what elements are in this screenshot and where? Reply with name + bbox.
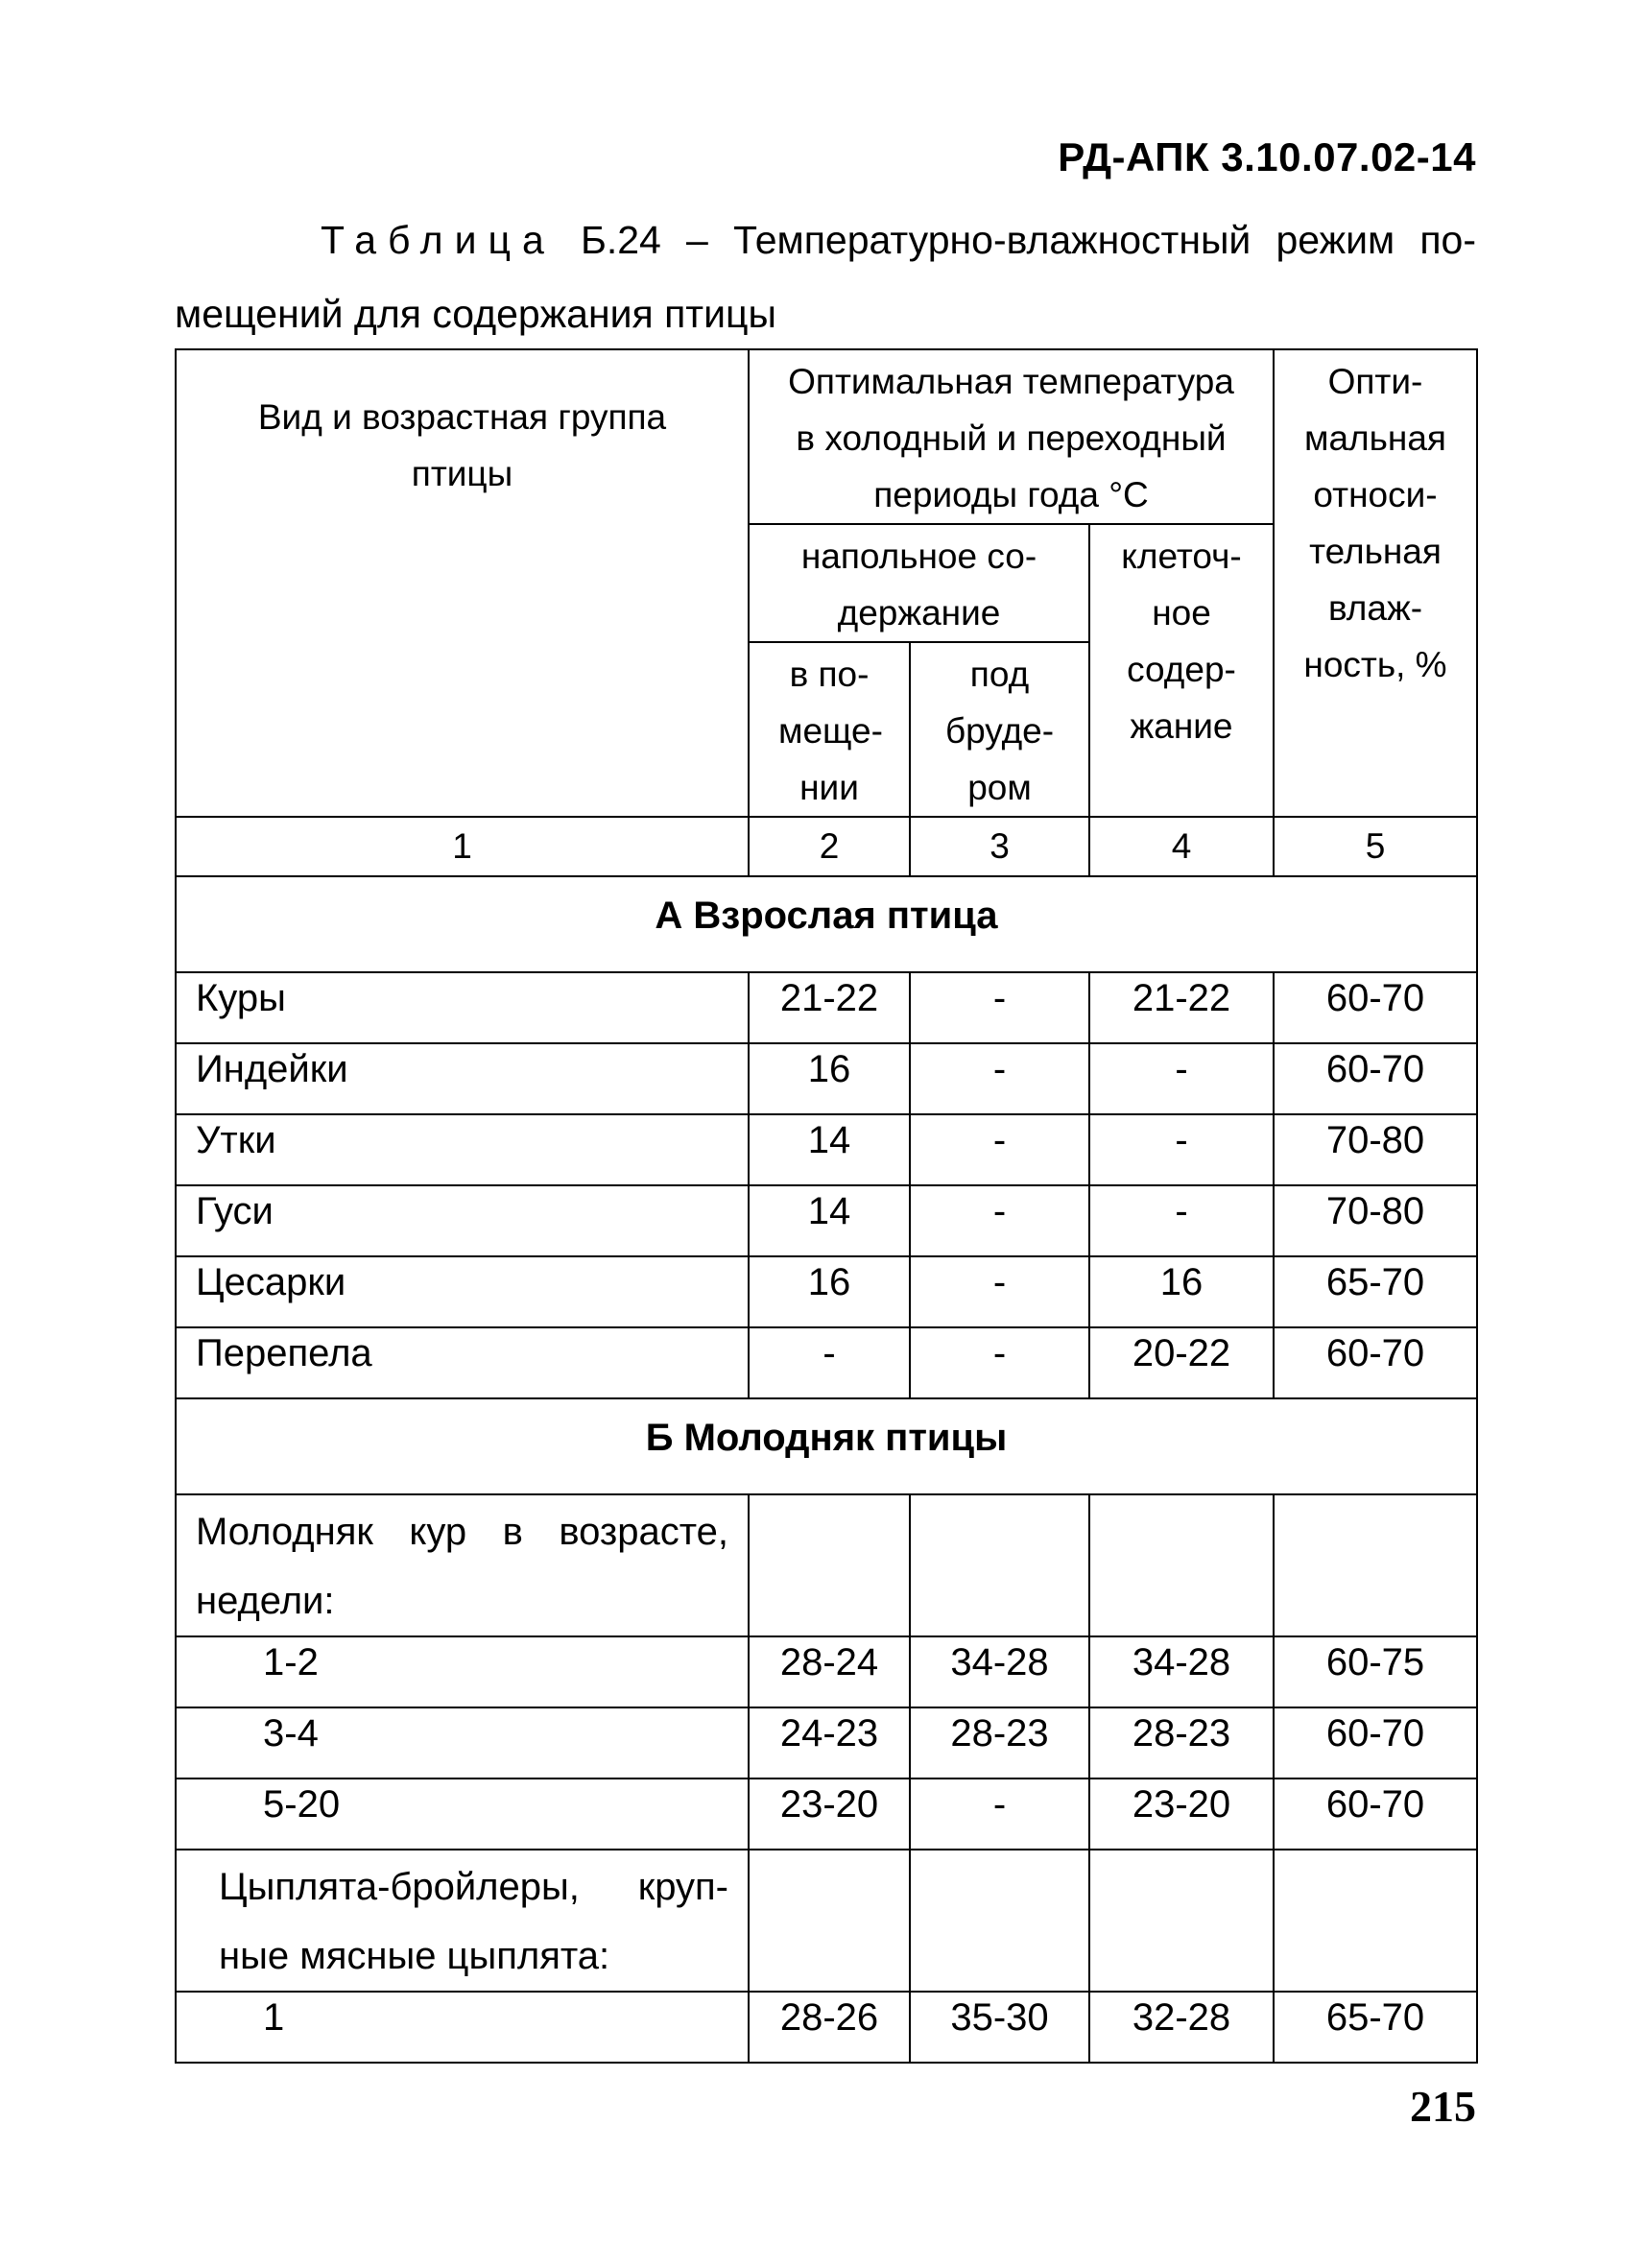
temp-floor-brooder: 34-28 (910, 1636, 1089, 1707)
empty-cell (910, 1494, 1089, 1636)
age-weeks: 1-2 (176, 1636, 749, 1707)
table-row (176, 1114, 1477, 1185)
temp-cage: 21-22 (1089, 972, 1274, 1043)
bird-name: Утки (176, 1114, 749, 1185)
header-floor-brooder: под бруде-ром (910, 642, 1089, 817)
age-weeks: 3-4 (176, 1707, 749, 1779)
age-weeks: 1 (176, 1992, 749, 2063)
temp-floor-brooder: 35-30 (910, 1992, 1089, 2063)
table-row (176, 1850, 1477, 1992)
header-temperature: Оптимальная температура в холодный и переходный периоды года °С (749, 349, 1274, 524)
temp-floor-room: - (749, 1327, 910, 1398)
temp-floor-room: 14 (749, 1185, 910, 1256)
table-row (176, 1327, 1477, 1398)
bird-name: Гуси (176, 1185, 749, 1256)
temp-cage: 16 (1089, 1256, 1274, 1327)
temp-cage: 32-28 (1089, 1992, 1274, 2063)
empty-cell (1089, 1850, 1274, 1992)
temp-cage: - (1089, 1114, 1274, 1185)
caption-title-part1: Б.24 – Температурно-влажностный режим по- (580, 218, 1476, 262)
temp-floor-brooder: - (910, 1327, 1089, 1398)
humidity-value: 60-70 (1274, 1043, 1477, 1114)
bird-name: Перепела (176, 1327, 749, 1398)
column-number: 4 (1089, 817, 1274, 876)
caption-title-part2: мещений для содержания птицы (175, 292, 776, 336)
page-number: 215 (1410, 2082, 1476, 2131)
temp-floor-room: 24-23 (749, 1707, 910, 1779)
empty-cell (749, 1494, 910, 1636)
table-row (176, 1256, 1477, 1327)
table-row (176, 1185, 1477, 1256)
column-number: 3 (910, 817, 1089, 876)
section-young-birds: Б Молодняк птицы (176, 1398, 1477, 1494)
temperature-humidity-table (175, 348, 1478, 2064)
table-row (176, 1636, 1477, 1707)
table-row (176, 1494, 1477, 1636)
column-number: 2 (749, 817, 910, 876)
temp-cage: 34-28 (1089, 1636, 1274, 1707)
temp-cage: - (1089, 1185, 1274, 1256)
temp-floor-brooder: - (910, 972, 1089, 1043)
temp-cage: - (1089, 1043, 1274, 1114)
table-caption (175, 203, 1476, 351)
humidity-value: 60-70 (1274, 1327, 1477, 1398)
temp-floor-room: 16 (749, 1256, 910, 1327)
table-row (176, 1992, 1477, 2063)
temp-floor-brooder: - (910, 1114, 1089, 1185)
bird-name: Индейки (176, 1043, 749, 1114)
bird-name: Куры (176, 972, 749, 1043)
header-floor-keeping: напольное со-держание (749, 524, 1089, 642)
temp-floor-room: 16 (749, 1043, 910, 1114)
temp-floor-room: 28-26 (749, 1992, 910, 2063)
humidity-value: 70-80 (1274, 1114, 1477, 1185)
temp-floor-room: 21-22 (749, 972, 910, 1043)
empty-cell (1089, 1494, 1274, 1636)
bird-name: Цесарки (176, 1256, 749, 1327)
table-row (176, 1707, 1477, 1779)
header-humidity: Опти-мальная относи-тельная влаж-ность, % (1274, 349, 1477, 817)
group-label-young-hens: Молодняк кур в возрасте, недели: (176, 1494, 749, 1636)
humidity-value: 60-70 (1274, 1779, 1477, 1850)
humidity-value: 60-70 (1274, 1707, 1477, 1779)
temp-floor-brooder: 28-23 (910, 1707, 1089, 1779)
humidity-value: 65-70 (1274, 1992, 1477, 2063)
temp-floor-room: 28-24 (749, 1636, 910, 1707)
humidity-value: 65-70 (1274, 1256, 1477, 1327)
temp-floor-brooder: - (910, 1779, 1089, 1850)
empty-cell (1274, 1850, 1477, 1992)
humidity-value: 70-80 (1274, 1185, 1477, 1256)
temp-floor-brooder: - (910, 1043, 1089, 1114)
humidity-value: 60-75 (1274, 1636, 1477, 1707)
table-row (176, 972, 1477, 1043)
section-adult-birds: А Взрослая птица (176, 876, 1477, 972)
header-bird-type: Вид и возрастная группа птицы (176, 349, 749, 817)
empty-cell (749, 1850, 910, 1992)
temp-floor-room: 23-20 (749, 1779, 910, 1850)
header-cage-keeping: клеточ-ное содер-жание (1089, 524, 1274, 817)
group-label-broilers: Цыплята-бройлеры, круп-ные мясные цыплята: (176, 1850, 749, 1992)
age-weeks: 5-20 (176, 1779, 749, 1850)
header-floor-room: в по-меще-нии (749, 642, 910, 817)
temp-floor-room: 14 (749, 1114, 910, 1185)
empty-cell (910, 1850, 1089, 1992)
temp-cage: 28-23 (1089, 1707, 1274, 1779)
temp-floor-brooder: - (910, 1185, 1089, 1256)
temp-cage: 23-20 (1089, 1779, 1274, 1850)
temp-floor-brooder: - (910, 1256, 1089, 1327)
temp-cage: 20-22 (1089, 1327, 1274, 1398)
humidity-value: 60-70 (1274, 972, 1477, 1043)
column-number: 1 (176, 817, 749, 876)
table-row (176, 1043, 1477, 1114)
empty-cell (1274, 1494, 1477, 1636)
column-number: 5 (1274, 817, 1477, 876)
table-row (176, 1779, 1477, 1850)
document-code: РД-АПК 3.10.07.02-14 (1058, 134, 1476, 179)
caption-label: Таблица (321, 218, 556, 262)
